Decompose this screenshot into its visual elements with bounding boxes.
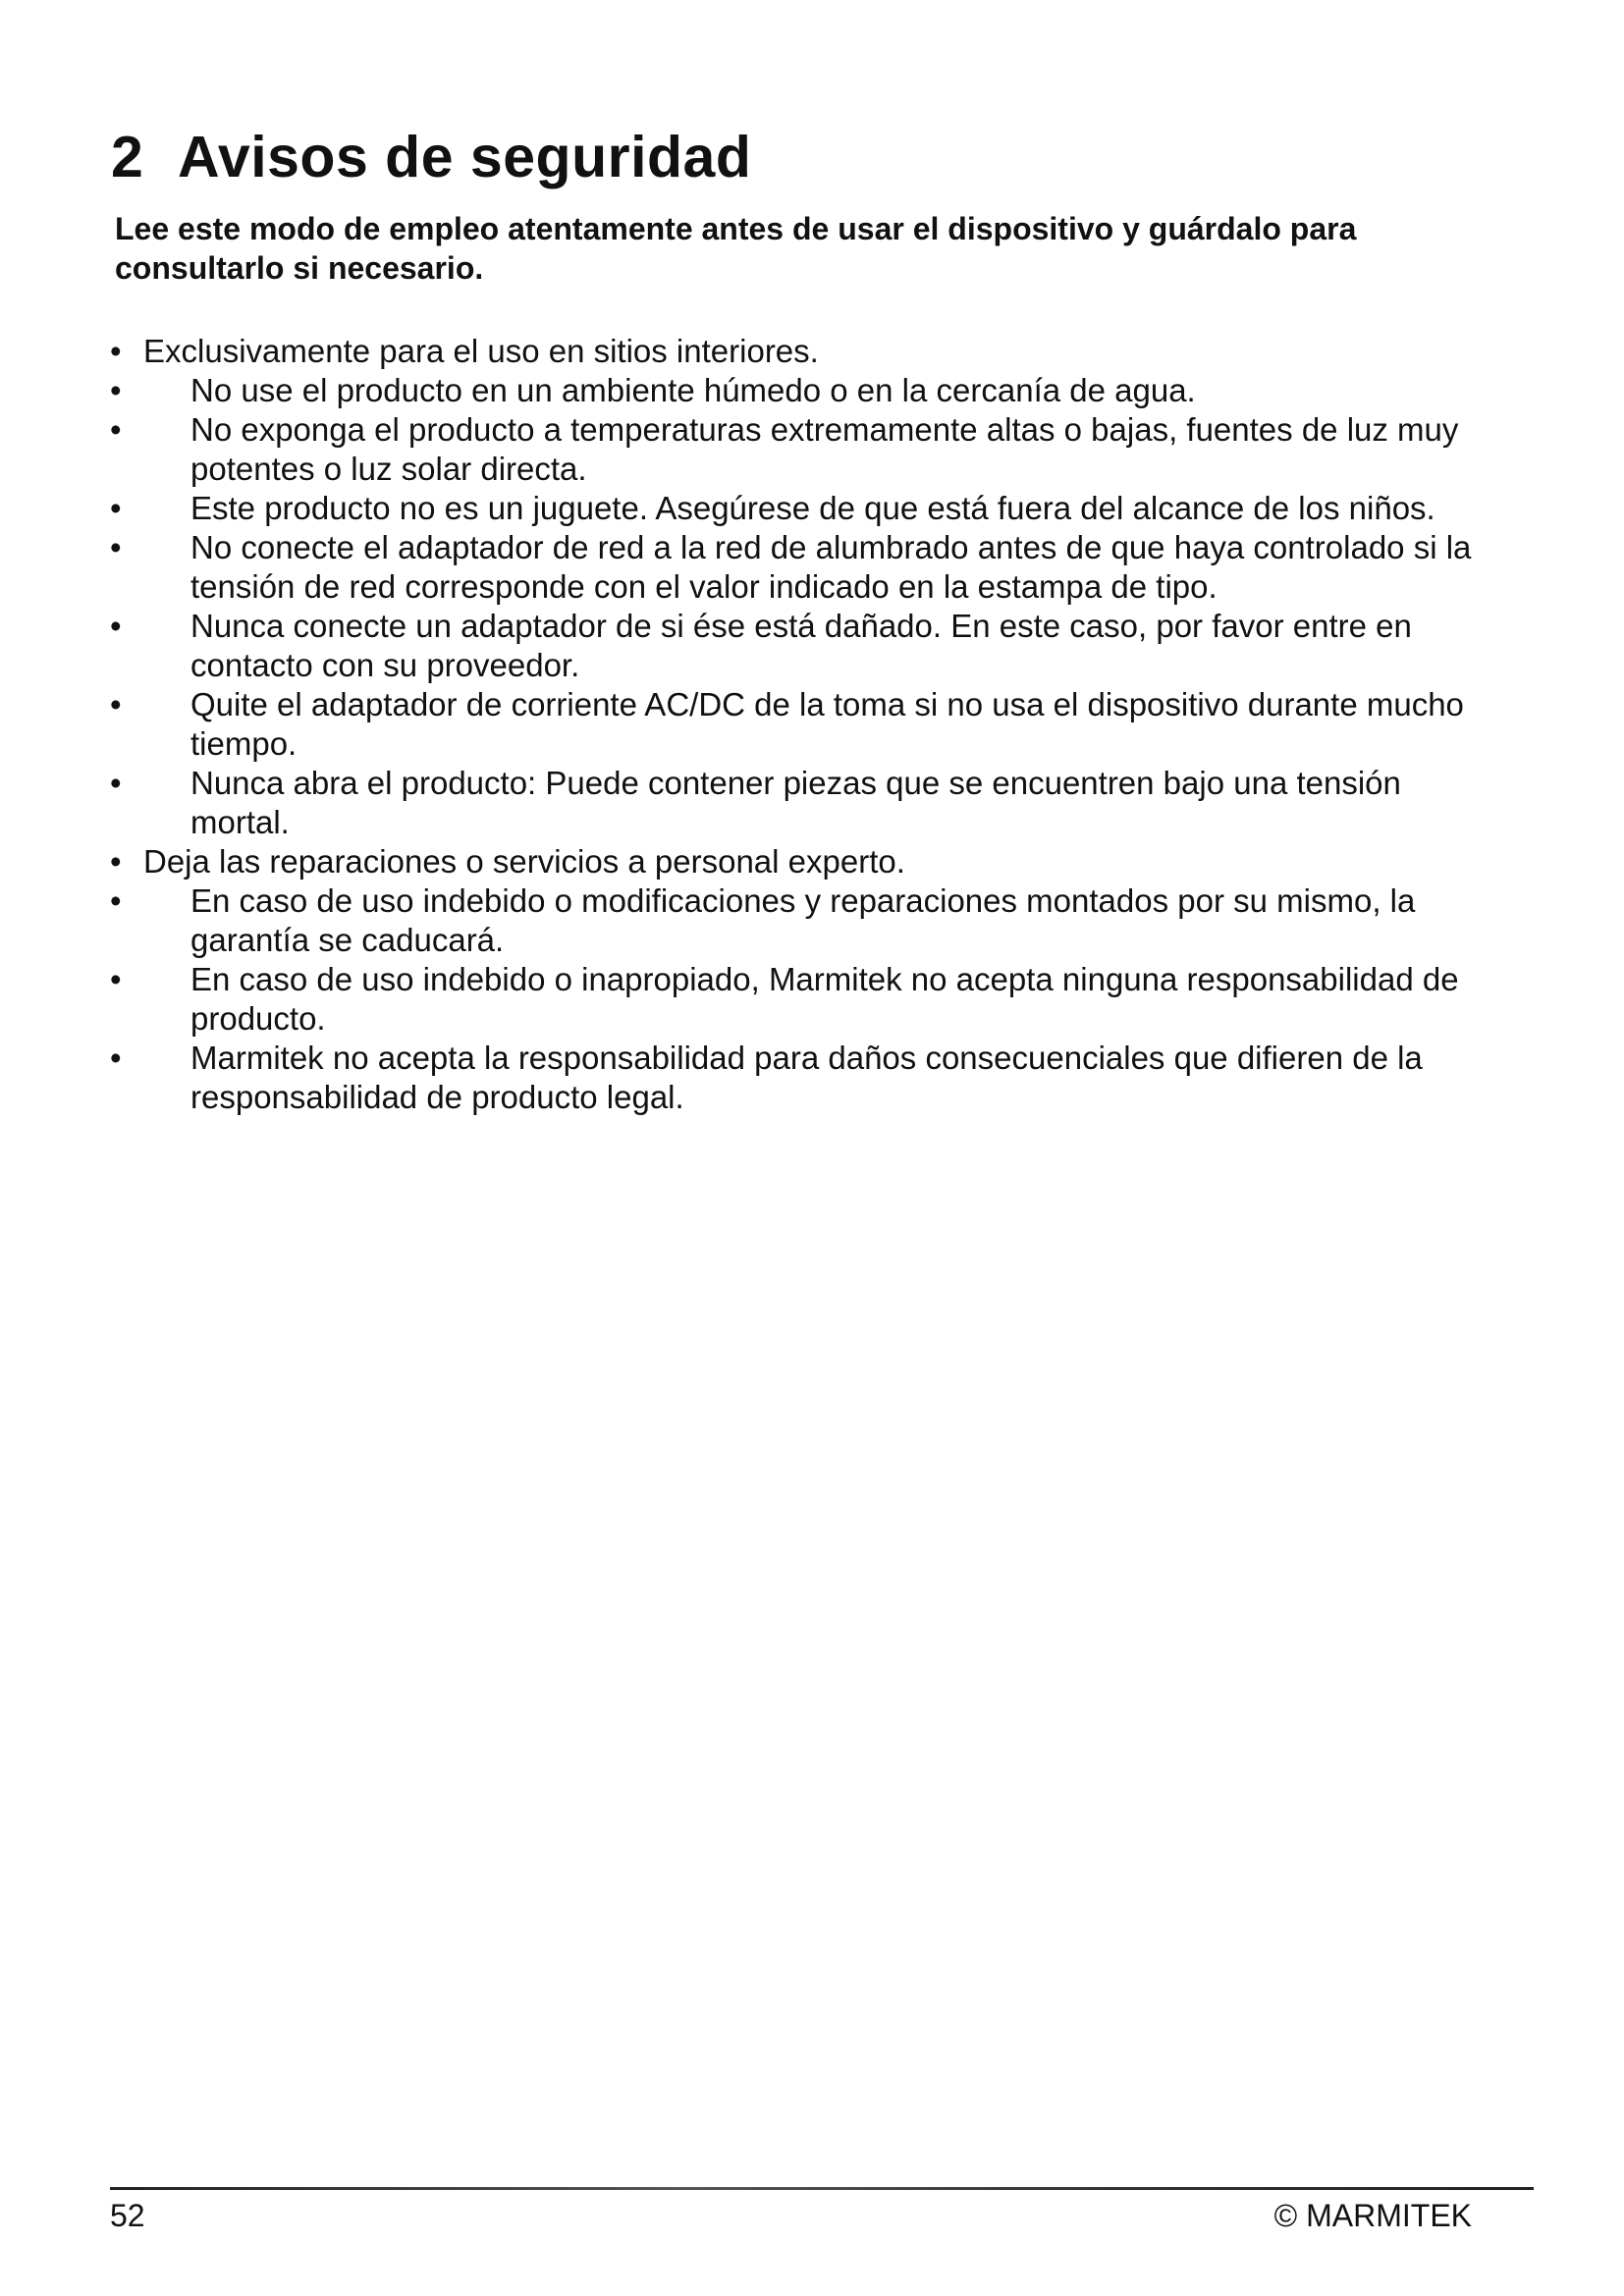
section-title: Avisos de seguridad (178, 125, 752, 189)
list-item (110, 764, 1504, 842)
list-item (110, 332, 1504, 371)
list-item-text: En caso de uso indebido o modificaciones y reparaciones montados por su mismo, la garantía se caducará. (190, 882, 1416, 958)
list-item-text: No conecte el adaptador de red a la red de alumbrado antes de que haya controlado si la tensión de red corresponde con el valor indicado en la estampa de tipo. (190, 529, 1472, 605)
list-item (110, 881, 1504, 960)
list-item (110, 960, 1504, 1039)
bullet-icon: • (110, 411, 122, 448)
intro-text: Lee este modo de empleo atentamente antes de usar el dispositivo y guárdalo para consultarlo si necesario. (115, 211, 1357, 286)
list-item (110, 607, 1504, 685)
bullet-icon: • (110, 843, 122, 880)
bullet-icon: • (110, 765, 122, 801)
list-item (110, 842, 1504, 881)
list-item-text: Este producto no es un juguete. Asegúrese de que está fuera del alcance de los niños. (190, 490, 1435, 526)
page-title (111, 126, 751, 189)
list-item (110, 1039, 1504, 1117)
bullet-icon: • (110, 333, 122, 369)
list-item-text: Quite el adaptador de corriente AC/DC de la toma si no usa el dispositivo durante mucho tiempo. (190, 686, 1464, 762)
copyright-notice: © MARMITEK (1273, 2198, 1472, 2233)
list-item (110, 489, 1504, 528)
bullet-icon: • (110, 490, 122, 526)
list-item-text: Marmitek no acepta la responsabilidad para daños consecuenciales que difieren de la responsabilidad de producto legal. (190, 1040, 1423, 1115)
list-item-text: Nunca conecte un adaptador de si ése está dañado. En este caso, por favor entre en contacto con su proveedor. (190, 608, 1412, 683)
bullet-icon: • (110, 372, 122, 408)
bullet-icon: • (110, 961, 122, 997)
safety-warning-list (110, 332, 1504, 1117)
list-item-text: No use el producto en un ambiente húmedo o en la cercanía de agua. (190, 372, 1196, 408)
bullet-icon: • (110, 608, 122, 644)
list-item (110, 410, 1504, 489)
list-item-text: No exponga el producto a temperaturas extremamente altas o bajas, fuentes de luz muy potentes o luz solar directa. (190, 411, 1459, 487)
list-item-text: En caso de uso indebido o inapropiado, Marmitek no acepta ninguna responsabilidad de producto. (190, 961, 1459, 1037)
page-number: 52 (110, 2198, 145, 2233)
list-item-text: Nunca abra el producto: Puede contener piezas que se encuentren bajo una tensión mortal. (190, 765, 1401, 840)
bullet-icon: • (110, 882, 122, 919)
bullet-icon: • (110, 686, 122, 722)
bullet-icon: • (110, 1040, 122, 1076)
list-item-text: Exclusivamente para el uso en sitios interiores. (143, 333, 819, 369)
section-number: 2 (111, 125, 144, 189)
footer-divider (110, 2187, 1534, 2190)
list-item (110, 685, 1504, 764)
bullet-icon: • (110, 529, 122, 565)
list-item-text: Deja las reparaciones o servicios a personal experto. (143, 843, 905, 880)
list-item (110, 528, 1504, 607)
list-item (110, 371, 1504, 410)
